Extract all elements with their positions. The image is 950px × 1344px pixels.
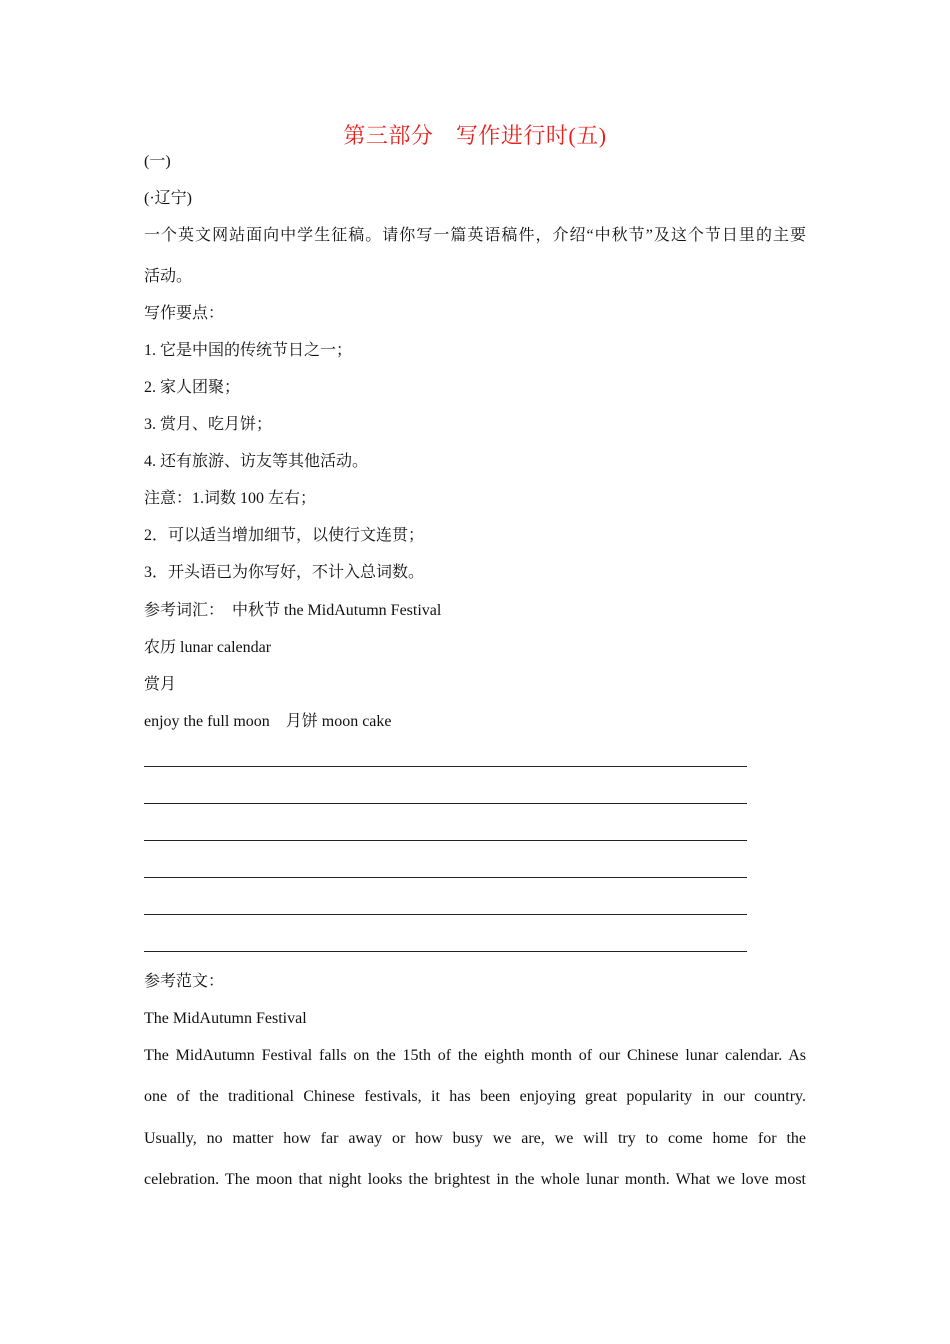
vocab-line: 赏月 <box>144 676 177 693</box>
point-item: 3. 赏月、吃月饼； <box>144 416 273 433</box>
answer-blank-line <box>144 766 747 767</box>
note-item: 注意：1.词数 100 左右； <box>144 490 317 507</box>
prompt-line-1: 一个英文网站面向中学生征稿。请你写一篇英语稿件，介绍“中秋节”及这个节日里的主要 <box>144 227 806 244</box>
vocab-line: 农历 lunar calendar <box>144 639 272 656</box>
point-item: 1. 它是中国的传统节日之一； <box>144 342 353 359</box>
sample-line: The MidAutumn Festival falls on the 15th of the eighth month of our Chinese lunar calendar. As <box>144 1047 806 1064</box>
page-title: 第三部分 写作进行时(五) <box>343 123 607 148</box>
sample-heading: 参考范文： <box>144 973 225 990</box>
sample-line: celebration. The moon that night looks the brightest in the whole lunar month. What we love most <box>144 1171 806 1188</box>
points-heading: 写作要点： <box>144 305 225 322</box>
point-item: 2. 家人团聚； <box>144 379 241 396</box>
note-item: 2．可以适当增加细节，以使行文连贯； <box>144 527 425 544</box>
point-item: 4. 还有旅游、访友等其他活动。 <box>144 453 369 470</box>
sample-line: Usually, no matter how far away or how busy we are, we will try to come home for the <box>144 1130 806 1147</box>
source-label: (·辽宁) <box>144 190 192 207</box>
vocab-line: enjoy the full moon 月饼 moon cake <box>144 713 392 730</box>
section-label: (一) <box>144 153 171 170</box>
answer-blank-line <box>144 951 747 952</box>
note-item: 3．开头语已为你写好，不计入总词数。 <box>144 564 425 581</box>
prompt-line-2: 活动。 <box>144 268 193 285</box>
answer-blank-line <box>144 877 747 878</box>
vocab-line: 参考词汇： 中秋节 the MidAutumn Festival <box>144 602 442 619</box>
sample-line: one of the traditional Chinese festivals, it has been enjoying great popularity in our country. <box>144 1088 806 1105</box>
answer-blank-line <box>144 914 747 915</box>
answer-blank-line <box>144 803 747 804</box>
sample-title: The MidAutumn Festival <box>144 1010 307 1027</box>
answer-blank-line <box>144 840 747 841</box>
